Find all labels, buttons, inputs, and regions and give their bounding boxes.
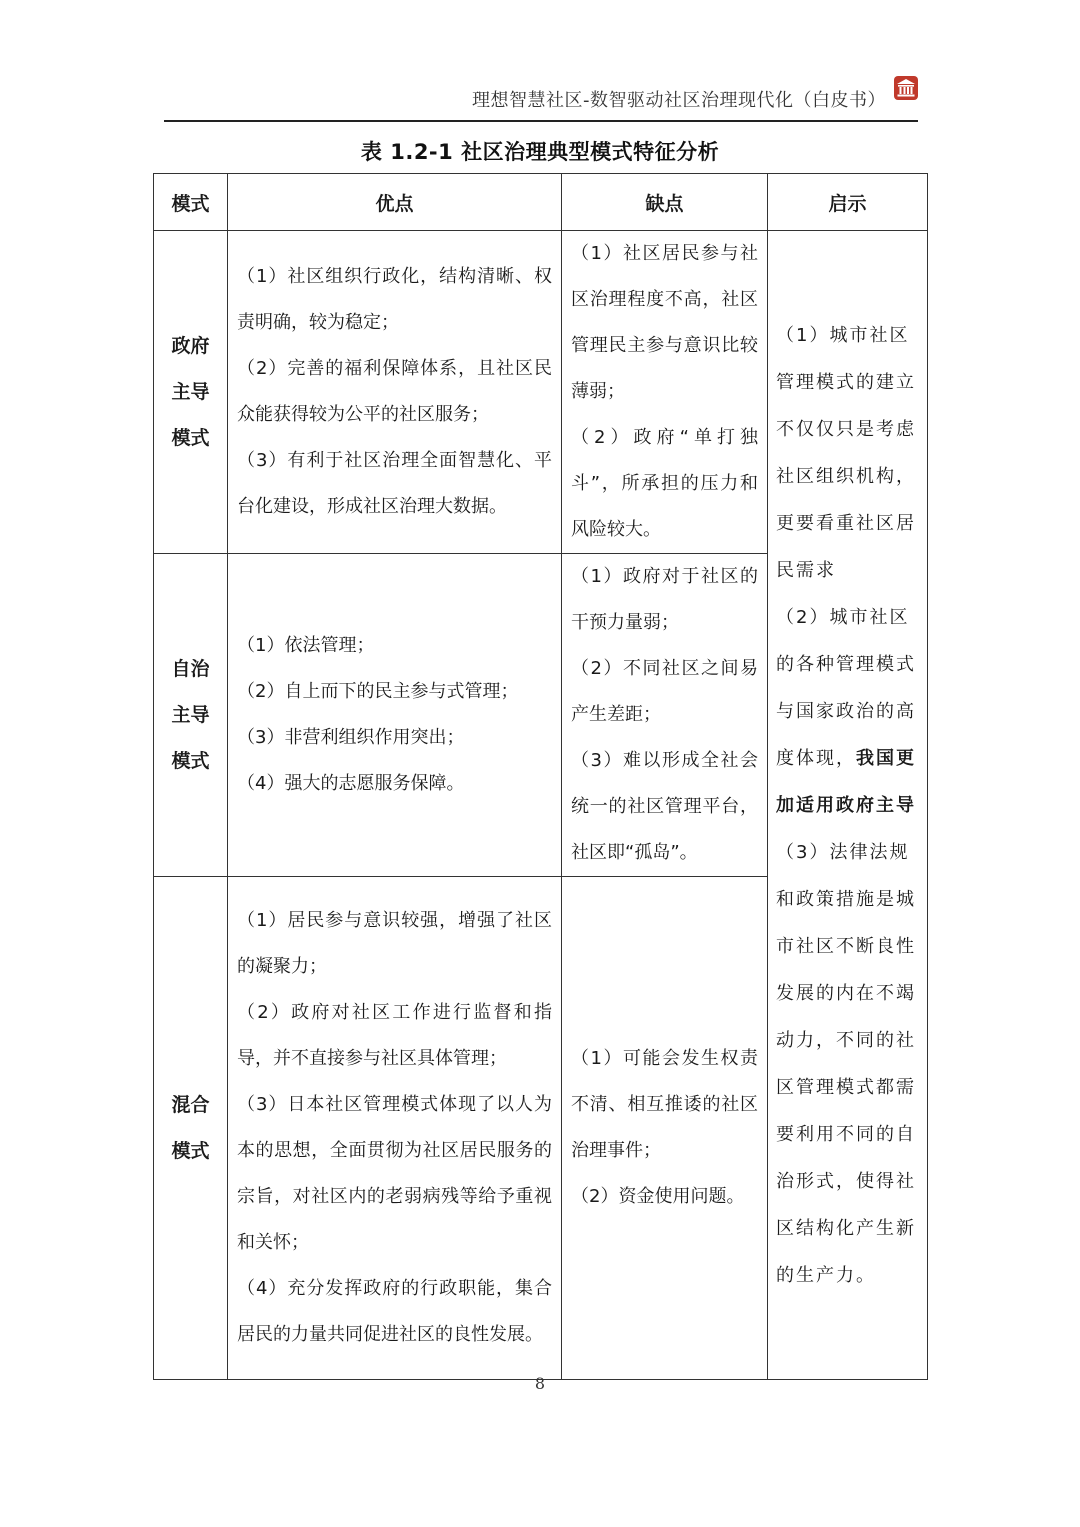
cons-item: （2）不同社区之间易产生差距；	[571, 658, 758, 725]
governance-modes-table	[153, 173, 928, 1380]
mode-label: 模式	[171, 1140, 210, 1162]
mode-cell	[154, 554, 228, 877]
pros-item: （3）非营利组织作用突出；	[237, 727, 465, 748]
insight-emphasis: 我国更加适用政府主导	[776, 747, 916, 816]
mode-label: 自治	[171, 658, 210, 680]
cons-item: （3）难以形成全社会统一的社区管理平台，社区即“孤岛”。	[571, 750, 758, 863]
insight-text: （2）城市社区的各种管理模式与国家政治的高度体现，	[776, 606, 916, 769]
mode-cell	[154, 877, 228, 1380]
cons-cell	[562, 554, 768, 877]
table-header-row	[154, 174, 928, 231]
insight-item: （3）法律法规和政策措施是城市社区不断良性发展的内在不竭动力，不同的社区管理模式都需要利用不同的自治形式，使得社区结构化产生新的生产力。	[776, 841, 916, 1286]
page-number: 8	[534, 1374, 546, 1393]
mode-label: 政府	[171, 335, 210, 357]
mode-label: 模式	[171, 427, 210, 449]
cons-item: （2）政府“单打独斗”，所承担的压力和风险较大。	[571, 427, 758, 540]
cons-cell	[562, 231, 768, 554]
mode-label: 主导	[171, 704, 210, 726]
cons-cell	[562, 877, 768, 1380]
pros-item: （1）依法管理；	[237, 635, 375, 656]
pros-item: （2）政府对社区工作进行监督和指导，并不直接参与社区具体管理；	[237, 1002, 552, 1069]
pros-item: （4）强大的志愿服务保障。	[237, 773, 465, 794]
header-pros: 优点	[228, 174, 562, 231]
mode-label: 模式	[171, 750, 210, 772]
mode-label: 混合	[171, 1094, 210, 1116]
pros-item: （1）社区组织行政化，结构清晰、权责明确，较为稳定；	[237, 266, 552, 333]
building-logo-icon	[894, 76, 918, 100]
header-insights: 启示	[768, 174, 928, 231]
table-caption: 表 1.2-1 社区治理典型模式特征分析	[360, 140, 720, 164]
table-row	[154, 231, 928, 554]
mode-label: 主导	[171, 381, 210, 403]
pros-cell	[228, 877, 562, 1380]
insights-cell	[768, 231, 928, 1380]
pros-item: （3）有利于社区治理全面智慧化、平台化建设，形成社区治理大数据。	[237, 450, 552, 517]
header-mode: 模式	[154, 174, 228, 231]
pros-cell	[228, 231, 562, 554]
pros-item: （4）充分发挥政府的行政职能，集合居民的力量共同促进社区的良性发展。	[237, 1278, 552, 1345]
pros-item: （3）日本社区管理模式体现了以人为本的思想，全面贯彻为社区居民服务的宗旨，对社区内的老弱病残等给予重视和关怀；	[237, 1094, 552, 1253]
pros-item: （1）居民参与意识较强，增强了社区的凝聚力；	[237, 910, 552, 977]
page-header	[164, 70, 918, 122]
insight-item: （1）城市社区管理模式的建立不仅仅只是考虑社区组织机构，更要看重社区居民需求	[776, 324, 916, 581]
header-title: 理想智慧社区-数智驱动社区治理现代化（白皮书）	[472, 90, 886, 111]
cons-item: （1）可能会发生权责不清、相互推诿的社区治理事件；	[571, 1048, 758, 1161]
header-cons: 缺点	[562, 174, 768, 231]
mode-cell	[154, 231, 228, 554]
pros-item: （2）完善的福利保障体系，且社区民众能获得较为公平的社区服务；	[237, 358, 552, 425]
cons-item: （1）社区居民参与社区治理程度不高，社区管理民主参与意识比较薄弱；	[571, 243, 758, 402]
cons-item: （1）政府对于社区的干预力量弱；	[571, 566, 758, 633]
pros-cell	[228, 554, 562, 877]
pros-item: （2）自上而下的民主参与式管理；	[237, 681, 519, 702]
insight-item	[776, 594, 919, 829]
cons-item: （2）资金使用问题。	[571, 1186, 745, 1207]
